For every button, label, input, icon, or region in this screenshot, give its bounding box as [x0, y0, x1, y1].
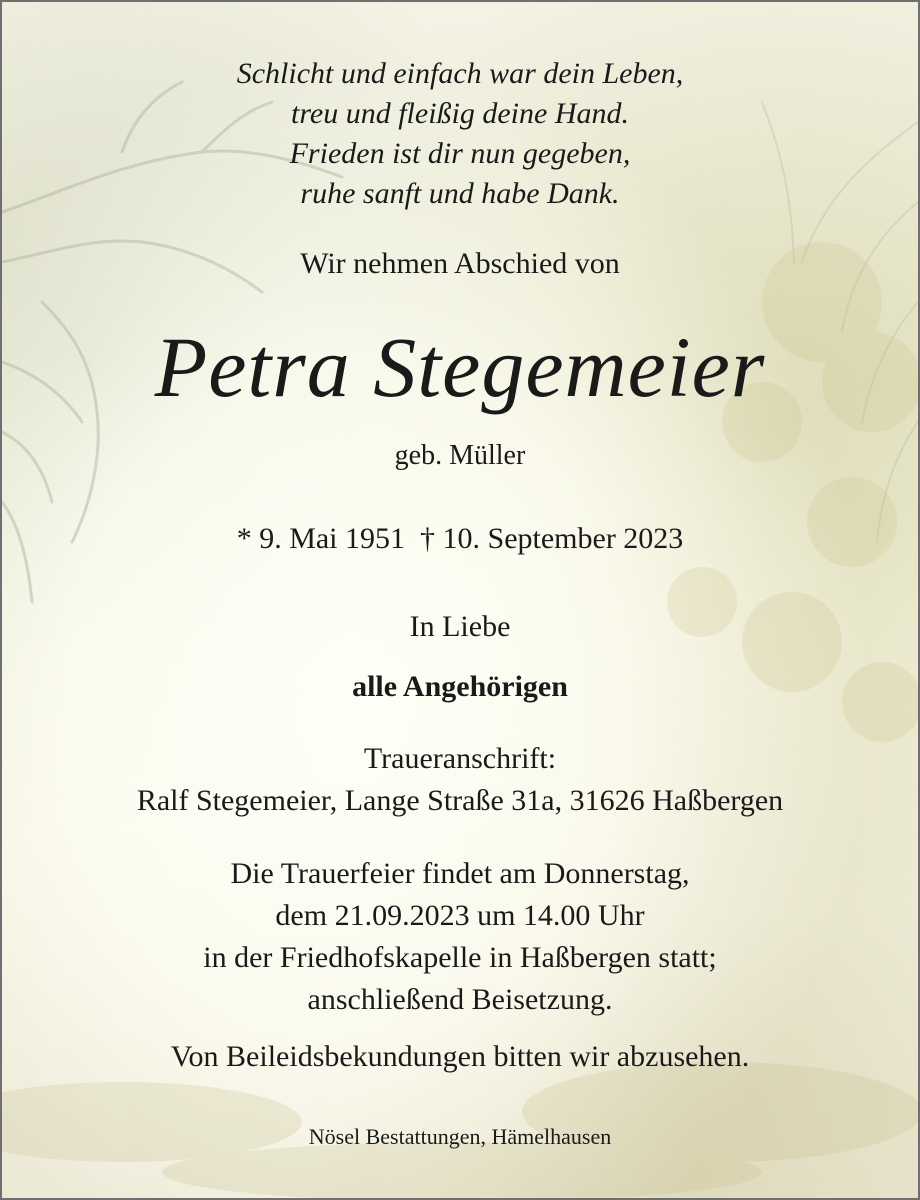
- maiden-name: geb. Müller: [394, 440, 526, 471]
- condolence-note: Von Beileidsbekundungen bitten wir abzusehen.: [170, 1040, 750, 1073]
- poem-line-2: treu und fleißig deine Hand.: [291, 97, 629, 130]
- deceased-name: Petra Stegemeier: [154, 319, 766, 415]
- signoff-phrase: In Liebe: [409, 610, 511, 643]
- ceremony-line-2: dem 21.09.2023 um 14.00 Uhr: [275, 899, 645, 932]
- ceremony-line-3: in der Friedhofskapelle in Haßbergen statt;: [203, 941, 717, 974]
- poem-line-1: Schlicht und einfach war dein Leben,: [236, 57, 684, 90]
- signoff-from: alle Angehörigen: [352, 670, 568, 703]
- ceremony-line-4: anschließend Beisetzung.: [307, 983, 613, 1016]
- poem-line-4: ruhe sanft und habe Dank.: [300, 177, 620, 210]
- address-label: Traueranschrift:: [363, 742, 557, 775]
- address-line: Ralf Stegemeier, Lange Straße 31a, 31626 Haßbergen: [136, 784, 784, 817]
- ceremony-line-1: Die Trauerfeier findet am Donnerstag,: [230, 857, 690, 890]
- funeral-home: Nösel Bestattungen, Hämelhausen: [308, 1124, 612, 1149]
- intro-text: Wir nehmen Abschied von: [300, 247, 620, 280]
- poem-line-3: Frieden ist dir nun gegeben,: [289, 137, 631, 170]
- life-dates: * 9. Mai 1951 † 10. September 2023: [236, 522, 684, 555]
